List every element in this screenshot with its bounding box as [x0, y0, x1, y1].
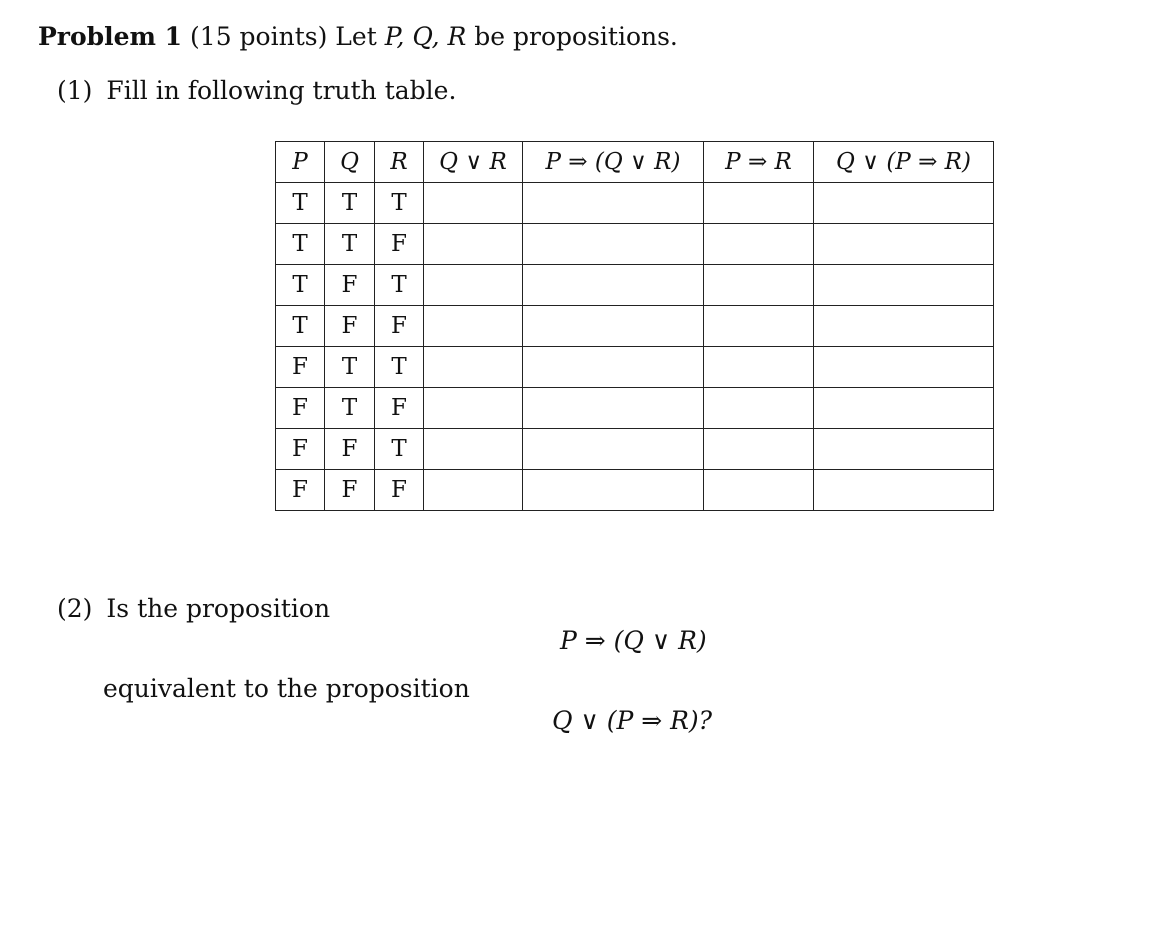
cell-r: T — [375, 265, 424, 306]
cell-q-or-r[interactable] — [424, 347, 523, 388]
cell-r: F — [375, 306, 424, 347]
header-q-or-r: Q ∨ R — [424, 142, 523, 183]
cell-r: T — [375, 429, 424, 470]
cell-q: T — [325, 183, 375, 224]
cell-q: F — [325, 429, 375, 470]
cell-q-or-p-implies-r[interactable] — [814, 265, 994, 306]
cell-p-implies-q-or-r[interactable] — [523, 183, 704, 224]
cell-q: F — [325, 265, 375, 306]
truth-table — [275, 141, 994, 511]
problem-label: Problem 1 — [38, 22, 183, 51]
cell-q: T — [325, 388, 375, 429]
cell-p-implies-r[interactable] — [704, 306, 814, 347]
problem-points: (15 points) — [190, 22, 328, 51]
cell-q-or-p-implies-r[interactable] — [814, 347, 994, 388]
part2-question — [57, 596, 330, 621]
header-q-or-p-implies-r: Q ∨ (P ⇒ R) — [814, 142, 994, 183]
cell-q: T — [325, 347, 375, 388]
cell-p-implies-r[interactable] — [704, 470, 814, 511]
cell-p-implies-q-or-r[interactable] — [523, 224, 704, 265]
cell-q-or-p-implies-r[interactable] — [814, 470, 994, 511]
cell-p-implies-q-or-r[interactable] — [523, 347, 704, 388]
cell-q-or-r[interactable] — [424, 429, 523, 470]
cell-p: T — [276, 306, 325, 347]
cell-q-or-r[interactable] — [424, 388, 523, 429]
table-row — [276, 306, 994, 347]
cell-p-implies-q-or-r[interactable] — [523, 306, 704, 347]
cell-p-implies-q-or-r[interactable] — [523, 265, 704, 306]
cell-p-implies-q-or-r[interactable] — [523, 429, 704, 470]
cell-p-implies-q-or-r[interactable] — [523, 470, 704, 511]
table-row — [276, 388, 994, 429]
table-row — [276, 224, 994, 265]
table-row — [276, 429, 994, 470]
cell-p-implies-r[interactable] — [704, 429, 814, 470]
cell-q-or-r[interactable] — [424, 470, 523, 511]
cell-q-or-p-implies-r[interactable] — [814, 306, 994, 347]
table-row — [276, 183, 994, 224]
problem-variables: P, Q, R — [384, 22, 467, 51]
cell-q: T — [325, 224, 375, 265]
cell-p: F — [276, 388, 325, 429]
header-p-implies-q-or-r: P ⇒ (Q ∨ R) — [523, 142, 704, 183]
cell-p: T — [276, 183, 325, 224]
cell-q-or-p-implies-r[interactable] — [814, 224, 994, 265]
cell-q-or-r[interactable] — [424, 183, 523, 224]
problem-intro: Let — [335, 22, 377, 51]
cell-q-or-r[interactable] — [424, 306, 523, 347]
expression-q-or-p-implies-r: Q ∨ (P ⇒ R)? — [552, 706, 713, 735]
cell-q-or-r[interactable] — [424, 265, 523, 306]
part2-text: Is the proposition — [106, 594, 331, 623]
cell-q-or-p-implies-r[interactable] — [814, 183, 994, 224]
cell-p: F — [276, 347, 325, 388]
table-row — [276, 265, 994, 306]
part1-text: Fill in following truth table. — [106, 76, 457, 105]
cell-p: F — [276, 429, 325, 470]
cell-r: F — [375, 470, 424, 511]
cell-q-or-r[interactable] — [424, 224, 523, 265]
header-q: Q — [325, 142, 375, 183]
cell-p-implies-r[interactable] — [704, 388, 814, 429]
expression-p-implies-q-or-r: P ⇒ (Q ∨ R) — [560, 626, 707, 655]
cell-q-or-p-implies-r[interactable] — [814, 388, 994, 429]
cell-p-implies-r[interactable] — [704, 347, 814, 388]
cell-r: F — [375, 224, 424, 265]
cell-p-implies-r[interactable] — [704, 224, 814, 265]
problem-heading — [38, 24, 678, 49]
cell-p-implies-r[interactable] — [704, 265, 814, 306]
part1-instruction — [57, 78, 456, 103]
cell-p-implies-q-or-r[interactable] — [523, 388, 704, 429]
cell-q-or-p-implies-r[interactable] — [814, 429, 994, 470]
cell-r: T — [375, 347, 424, 388]
part2-number: (2) — [57, 594, 93, 623]
cell-r: T — [375, 183, 424, 224]
cell-q: F — [325, 306, 375, 347]
header-r: R — [375, 142, 424, 183]
equivalent-text: equivalent to the proposition — [103, 674, 470, 703]
table-row — [276, 347, 994, 388]
header-p-implies-r: P ⇒ R — [704, 142, 814, 183]
table-row — [276, 470, 994, 511]
cell-p: T — [276, 265, 325, 306]
cell-r: F — [375, 388, 424, 429]
part1-number: (1) — [57, 76, 93, 105]
cell-q: F — [325, 470, 375, 511]
problem-intro-end: be propositions. — [474, 22, 678, 51]
truth-table-header-row — [276, 142, 994, 183]
header-p: P — [276, 142, 325, 183]
cell-p-implies-r[interactable] — [704, 183, 814, 224]
cell-p: F — [276, 470, 325, 511]
cell-p: T — [276, 224, 325, 265]
